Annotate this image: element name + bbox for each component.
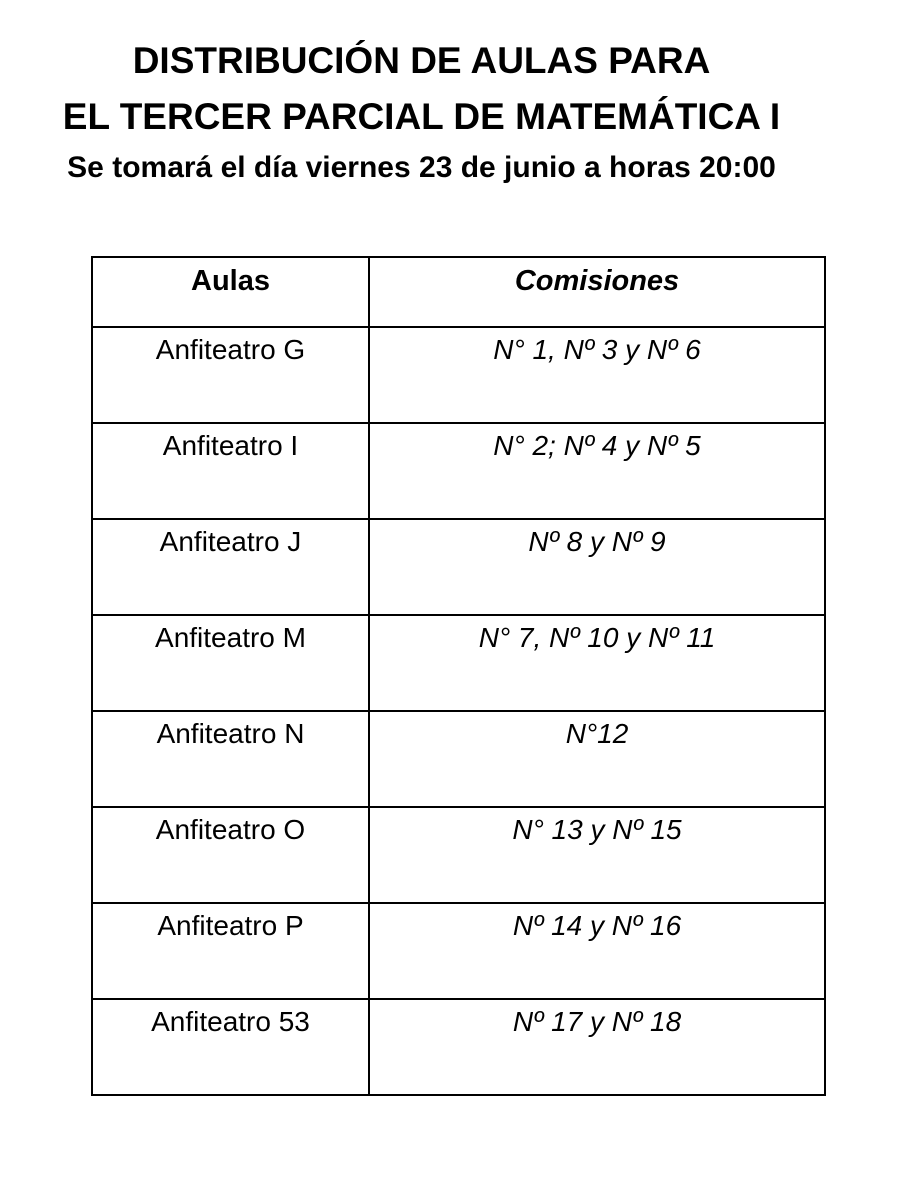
column-header-comisiones: Comisiones [369,257,825,327]
table-row [92,519,825,615]
table-row [92,327,825,423]
comisiones-cell: N° 7, Nº 10 y Nº 11 [369,615,825,711]
table-row [92,807,825,903]
aula-cell: Anfiteatro 53 [92,999,369,1095]
page-title-line-2: EL TERCER PARCIAL DE MATEMÁTICA I [62,96,781,137]
table-header-row [92,257,825,327]
aula-cell: Anfiteatro P [92,903,369,999]
comisiones-cell: N° 2; Nº 4 y Nº 5 [369,423,825,519]
aula-cell: Anfiteatro N [92,711,369,807]
page-title-line-1: DISTRIBUCIÓN DE AULAS PARA [132,40,711,81]
aula-cell: Anfiteatro G [92,327,369,423]
aula-cell: Anfiteatro I [92,423,369,519]
comisiones-cell: N° 13 y Nº 15 [369,807,825,903]
comisiones-cell: N° 1, Nº 3 y Nº 6 [369,327,825,423]
table-row [92,999,825,1095]
comisiones-cell: N°12 [369,711,825,807]
aula-cell: Anfiteatro J [92,519,369,615]
comisiones-cell: Nº 14 y Nº 16 [369,903,825,999]
comisiones-cell: Nº 8 y Nº 9 [369,519,825,615]
aula-cell: Anfiteatro M [92,615,369,711]
room-distribution-table [91,256,826,1096]
column-header-aulas: Aulas [92,257,369,327]
table-row [92,903,825,999]
table-row [92,711,825,807]
aula-cell: Anfiteatro O [92,807,369,903]
table-row [92,615,825,711]
comisiones-cell: Nº 17 y Nº 18 [369,999,825,1095]
table-row [92,423,825,519]
exam-date-subtitle: Se tomará el día viernes 23 de junio a horas 20:00 [67,151,776,184]
